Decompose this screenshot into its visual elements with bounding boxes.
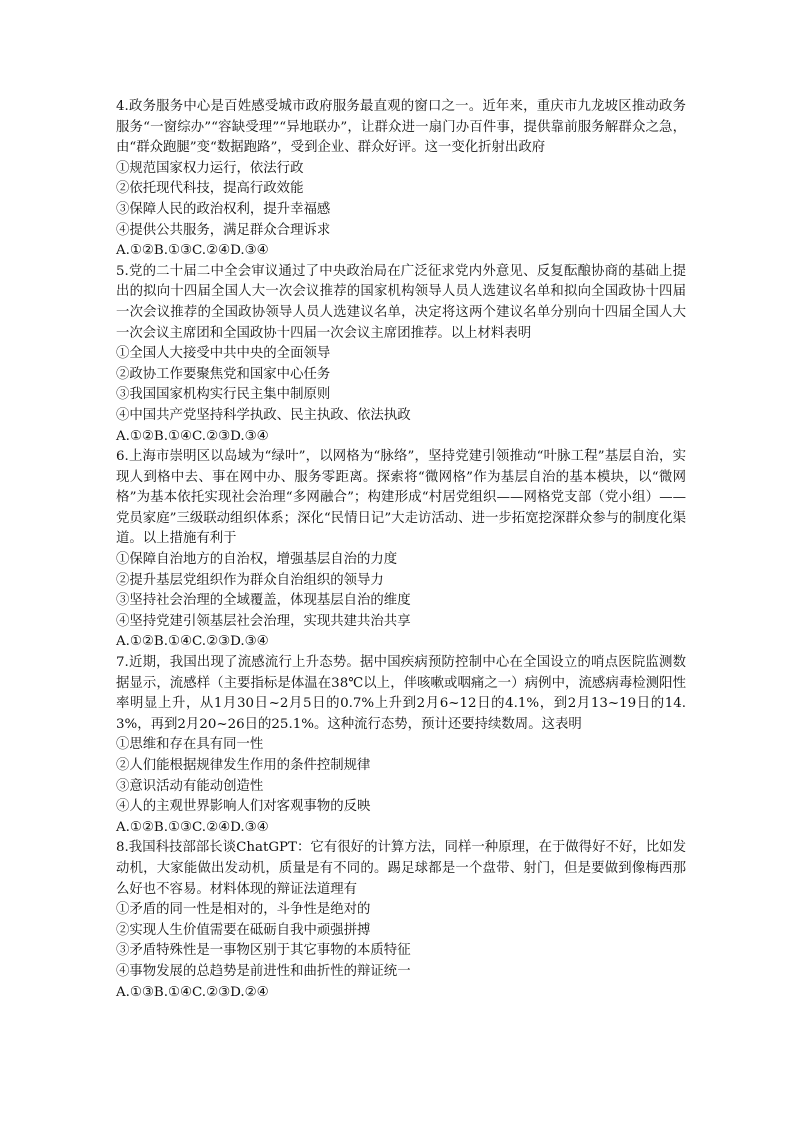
question-stem: 6.上海市崇明区以岛域为“绿叶”，以网格为“脉络”，坚持党建引领推动“叶脉工程”基层自治，实现人到格中去、事在网中办、服务零距离。探索将“微网格”作为基层自治的基本模块，以“微网格”为基本依托实现社会治理“多网融合”；构建形成“村居党组织——网格党支部（党小组）——党员家庭”三级联动组织体系；深化“民情日记”大走访活动、进一步拓宽挖深群众参与的制度化渠道。以上措施有利于 (116, 449, 686, 547)
question-stem: 8.我国科技部部长谈ChatGPT：它有很好的计算方法，同样一种原理，在于做得好不好，比如发动机，大家能做出发动机，质量是有不同的。踢足球都是一个盘带、射门，但是要做到像梅西那么好也不容易。材料体现的辩证法道理有 (116, 840, 686, 897)
option-3: ③意识活动有能动创造性 (116, 778, 264, 794)
option-4: ④坚持党建引领基层社会治理，实现共建共治共享 (116, 613, 411, 629)
question-5 (116, 262, 686, 447)
answer-choices: A.①③B.①④C.②③D.②④ (116, 984, 269, 1000)
option-1: ①规范国家权力运行，依法行政 (116, 160, 304, 176)
question-stem: 4.政务服务中心是百姓感受城市政府服务最直观的窗口之一。近年来，重庆市九龙坡区推动政务服务“一窗综办”“容缺受理”“异地联办”，让群众进一扇门办百件事，提供靠前服务解群众之急，由“群众跑腿”变“数据跑路”，受到企业、群众好评。这一变化折射出政府 (116, 99, 686, 156)
option-4: ④人的主观世界影响人们对客观事物的反映 (116, 799, 371, 815)
question-6 (116, 447, 686, 653)
option-2: ②人们能根据规律发生作用的条件控制规律 (116, 758, 371, 773)
option-1: ①全国人大接受中共中央的全面领导 (116, 346, 331, 362)
answer-choices: A.①②B.①④C.②③D.③④ (116, 634, 269, 650)
document-page (116, 97, 686, 1003)
answer-choices: A.①②B.①③C.②④D.③④ (116, 819, 269, 835)
option-3: ③坚持社会治理的全域覆盖，体现基层自治的维度 (116, 593, 411, 609)
question-stem: 7.近期，我国出现了流感流行上升态势。据中国疾病预防控制中心在全国设立的哨点医院监测数据显示，流感样（主要指标是体温在38℃以上，伴咳嗽或咽痛之一）病例中，流感病毒检测阳性率明显上升，从1月30日~2月5日的0.7%上升到2月6~12日的4.1%，到2月13~19日的14.3%，再到2月20~26日的25.1%。这种流行态势，预计还要持续数周。这表明 (116, 655, 686, 732)
option-4: ④事物发展的总趋势是前进性和曲折性的辩证统一 (116, 963, 411, 979)
question-7 (116, 653, 686, 838)
option-2: ②政协工作要聚焦党和国家中心任务 (116, 366, 331, 382)
option-3: ③我国国家机构实行民主集中制原则 (116, 387, 331, 403)
option-1: ①矛盾的同一性是相对的，斗争性是绝对的 (116, 902, 371, 918)
option-4: ④提供公共服务，满足群众合理诉求 (116, 222, 331, 238)
option-2: ②提升基层党组织作为群众自治组织的领导力 (116, 572, 384, 588)
answer-choices: A.①②B.①④C.②③D.③④ (116, 428, 269, 444)
option-3: ③保障人民的政治权利，提升幸福感 (116, 201, 331, 217)
option-3: ③矛盾特殊性是一事物区别于其它事物的本质特征 (116, 943, 411, 959)
option-2: ②实现人生价值需要在砥砺自我中顽强拼搏 (116, 922, 371, 938)
option-2: ②依托现代科技，提高行政效能 (116, 181, 304, 197)
option-1: ①思维和存在具有同一性 (116, 737, 264, 753)
answer-choices: A.①②B.①③C.②④D.③④ (116, 243, 269, 259)
option-4: ④中国共产党坚持科学执政、民主执政、依法执政 (116, 407, 411, 423)
question-8 (116, 838, 686, 1003)
question-4 (116, 97, 686, 262)
question-stem: 5.党的二十届二中全会审议通过了中央政治局在广泛征求党内外意见、反复酝酿协商的基础上提出的拟向十四届全国人大一次会议推荐的国家机构领导人员人选建议名单和拟向全国政协十四届一次会议推荐的全国政协领导人员人选建议名单，决定将这两个建议名单分别向十四届全国人大一次会议主席团和全国政协十四届一次会议主席团推荐。以上材料表明 (116, 263, 686, 341)
option-1: ①保障自治地方的自治权，增强基层自治的力度 (116, 552, 398, 568)
